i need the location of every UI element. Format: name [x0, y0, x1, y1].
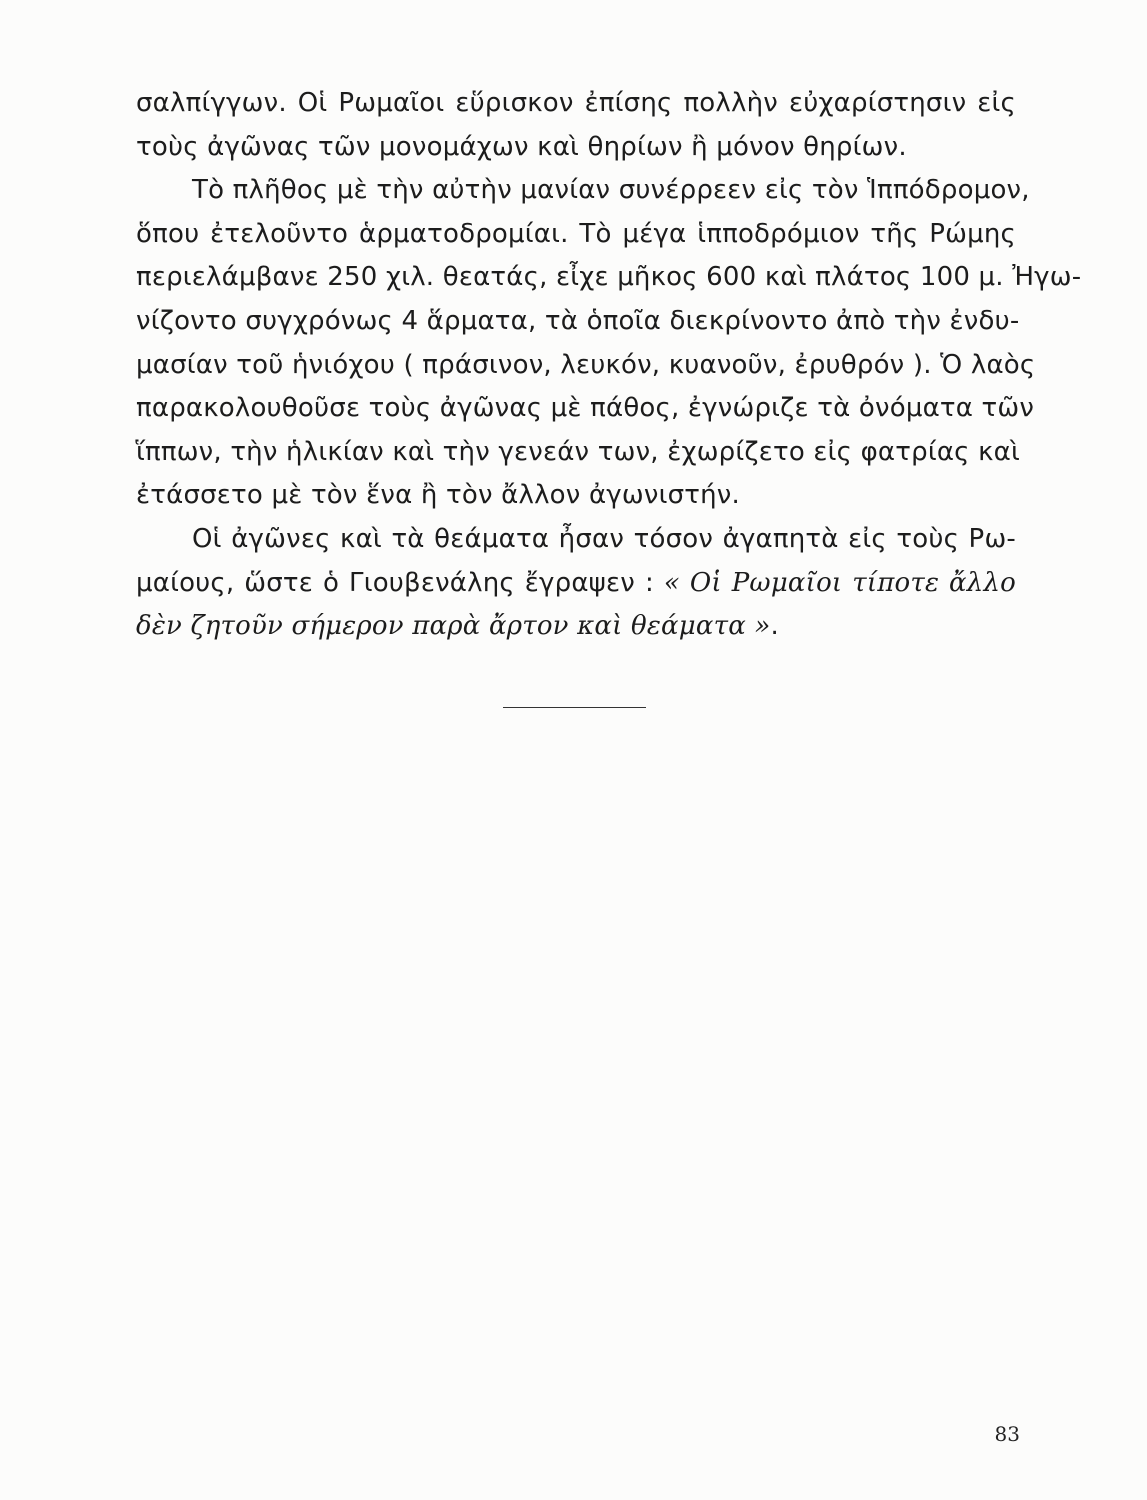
text-line-12 [136, 562, 1016, 606]
text-line-9: ἵππων, τὴν ἡλικίαν καὶ τὴν γενεάν των, ἐχωρίζετο εἰς φατρίας καὶ [136, 436, 1020, 467]
text-line-8: παρακολουθοῦσε τοὺς ἀγῶνας μὲ πάθος, ἐγνώριζε τὰ ὀνόματα τῶν [136, 393, 1035, 424]
text-line-4: ὅπου ἐτελοῦντο ἁρματοδρομίαι. Τὸ μέγα ἱπποδρόμιον τῆς Ρώμης [136, 218, 1016, 249]
text-line-2: τοὺς ἀγῶνας τῶν μονομάχων καὶ θηρίων ἢ μόνον θηρίων. [136, 131, 907, 162]
text-line-6: νίζοντο συγχρόνως 4 ἅρματα, τὰ ὁποῖα διεκρίνοντο ἀπὸ τὴν ἐνδυ- [136, 305, 1020, 336]
text-line-10: ἐτάσσετο μὲ τὸν ἕνα ἢ τὸν ἄλλον ἀγωνιστήν. [136, 480, 740, 511]
juvenal-quote-end: δὲν ζητοῦν σήμερον παρὰ ἄρτον καὶ θεάματα » [136, 611, 771, 642]
text-line-11: Οἱ ἀγῶνες καὶ τὰ θεάματα ἦσαν τόσον ἀγαπητὰ εἰς τοὺς Ρω- [192, 523, 1016, 554]
text-line-3: Τὸ πλῆθος μὲ τὴν αὐτὴν μανίαν συνέρρεεν εἰς τὸν Ἱππόδρομον, [192, 175, 1030, 206]
text-line-1: σαλπίγγων. Οἱ Ρωμαῖοι εὕρισκον ἐπίσης πολλὴν εὐχαρίστησιν εἰς [136, 88, 1016, 118]
text-line-13-end: . [770, 611, 780, 642]
text-line-5: περιελάμβανε 250 χιλ. θεατάς, εἶχε μῆκος 600 καὶ πλάτος 100 μ. Ἠγω- [136, 262, 1082, 293]
text-line-7: μασίαν τοῦ ἡνιόχου ( πράσινον, λευκόν, κυανοῦν, ἐρυθρόν ). Ὁ λαὸς [136, 349, 1036, 380]
page-number: 83 [994, 1422, 1020, 1446]
text-line-13 [136, 605, 1016, 649]
text-line-12-plain: μαίους, ὥστε ὁ Γιουβενάλης ἔγραψεν : [136, 567, 654, 598]
body-text [136, 82, 1082, 649]
section-divider [503, 707, 646, 708]
juvenal-quote-start: « Οἱ Ρωμαῖοι τίποτε ἄλλο [663, 567, 1016, 598]
